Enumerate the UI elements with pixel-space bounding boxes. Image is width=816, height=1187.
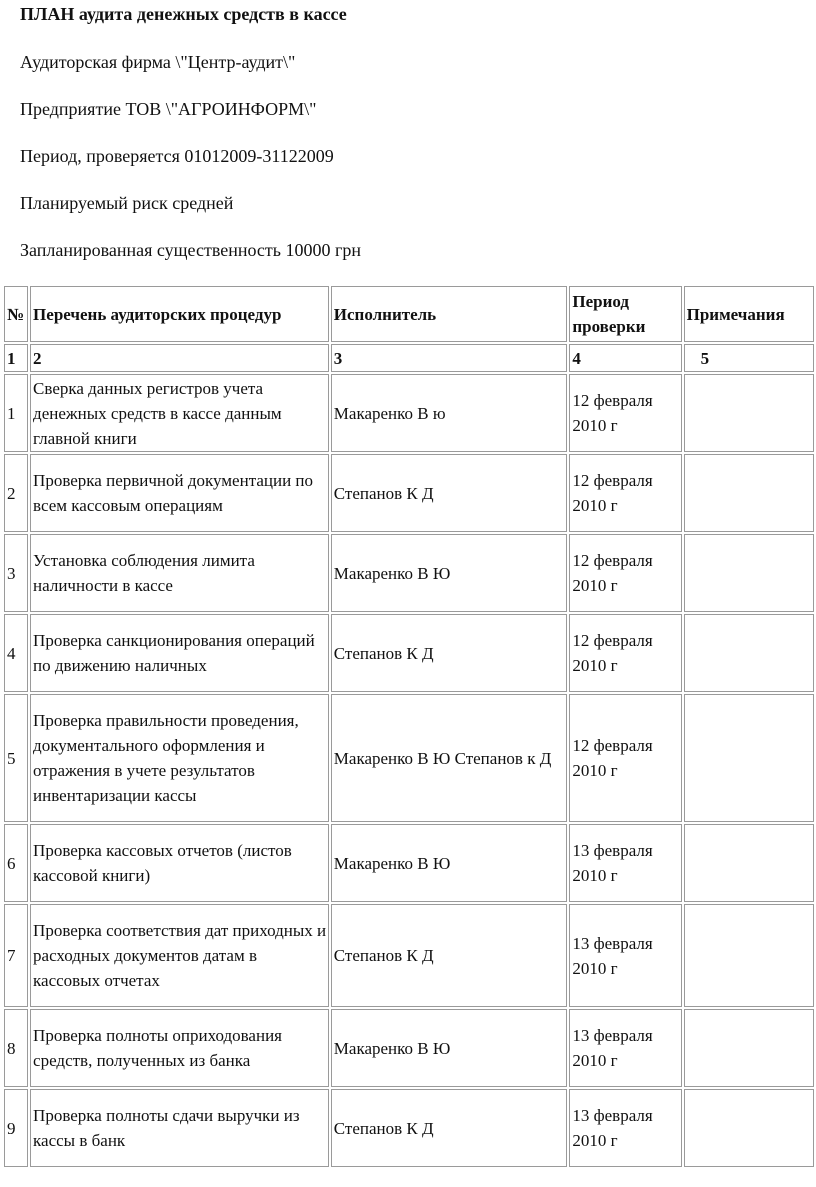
audit-period-line: Период, проверяется 01012009-31122009 <box>20 146 334 166</box>
row-executor: Степанов К Д <box>331 1089 568 1167</box>
row-notes <box>684 824 814 902</box>
table-row <box>4 374 814 452</box>
row-num: 5 <box>4 694 28 822</box>
row-num: 6 <box>4 824 28 902</box>
row-notes <box>684 694 814 822</box>
row-num: 3 <box>4 534 28 612</box>
row-notes <box>684 1089 814 1167</box>
table-row <box>4 1089 814 1167</box>
column-number-row <box>4 344 814 372</box>
row-executor: Макаренко В Ю Степанов к Д <box>331 694 568 822</box>
row-num: 8 <box>4 1009 28 1087</box>
table-row <box>4 614 814 692</box>
header-notes: Примечания <box>684 286 814 342</box>
row-num: 2 <box>4 454 28 532</box>
row-period: 12 февраля 2010 г <box>569 614 681 692</box>
table-row <box>4 534 814 612</box>
row-procedure: Сверка данных регистров учета денежных средств в кассе данным главной книги <box>30 374 329 452</box>
row-procedure: Проверка кассовых отчетов (листов кассовой книги) <box>30 824 329 902</box>
row-executor: Степанов К Д <box>331 454 568 532</box>
row-period: 12 февраля 2010 г <box>569 534 681 612</box>
row-procedure: Проверка полноты оприходования средств, полученных из банка <box>30 1009 329 1087</box>
row-period: 13 февраля 2010 г <box>569 1089 681 1167</box>
planned-risk-line: Планируемый риск средней <box>20 193 234 213</box>
table-row <box>4 824 814 902</box>
row-procedure: Проверка соответствия дат приходных и расходных документов датам в кассовых отчетах <box>30 904 329 1007</box>
header-period: Период проверки <box>569 286 681 342</box>
row-num: 9 <box>4 1089 28 1167</box>
row-notes <box>684 534 814 612</box>
column-number: 2 <box>30 344 329 372</box>
row-period: 12 февраля 2010 г <box>569 454 681 532</box>
row-notes <box>684 904 814 1007</box>
table-row <box>4 454 814 532</box>
row-executor: Макаренко В Ю <box>331 1009 568 1087</box>
row-period: 13 февраля 2010 г <box>569 904 681 1007</box>
column-number: 3 <box>331 344 568 372</box>
column-number: 4 <box>569 344 681 372</box>
row-notes <box>684 374 814 452</box>
column-number: 1 <box>4 344 28 372</box>
table-header-row <box>4 286 814 342</box>
row-notes <box>684 1009 814 1087</box>
table-row <box>4 904 814 1007</box>
column-number: 5 <box>684 344 814 372</box>
table-row <box>4 694 814 822</box>
row-period: 12 февраля 2010 г <box>569 694 681 822</box>
row-procedure: Проверка полноты сдачи выручки из кассы в банк <box>30 1089 329 1167</box>
document-title: ПЛАН аудита денежных средств в кассе <box>20 4 347 24</box>
row-procedure: Проверка первичной документации по всем кассовым операциям <box>30 454 329 532</box>
row-procedure: Проверка санкционирования операций по движению наличных <box>30 614 329 692</box>
row-period: 13 февраля 2010 г <box>569 824 681 902</box>
header-num: № <box>4 286 28 342</box>
row-period: 12 февраля 2010 г <box>569 374 681 452</box>
header-procedure: Перечень аудиторских процедур <box>30 286 329 342</box>
row-executor: Степанов К Д <box>331 614 568 692</box>
materiality-line: Запланированная существенность 10000 грн <box>20 240 362 260</box>
audit-plan-table <box>2 284 816 1169</box>
row-num: 7 <box>4 904 28 1007</box>
row-procedure: Установка соблюдения лимита наличности в кассе <box>30 534 329 612</box>
auditor-firm-line: Аудиторская фирма \"Центр-аудит\" <box>20 52 296 72</box>
row-num: 1 <box>4 374 28 452</box>
table-row <box>4 1009 814 1087</box>
row-executor: Степанов К Д <box>331 904 568 1007</box>
row-notes <box>684 614 814 692</box>
row-num: 4 <box>4 614 28 692</box>
row-procedure: Проверка правильности проведения, документального оформления и отражения в учете результатов инвентаризации кассы <box>30 694 329 822</box>
row-executor: Макаренко В ю <box>331 374 568 452</box>
header-executor: Исполнитель <box>331 286 568 342</box>
row-notes <box>684 454 814 532</box>
row-period: 13 февраля 2010 г <box>569 1009 681 1087</box>
row-executor: Макаренко В Ю <box>331 534 568 612</box>
enterprise-line: Предприятие ТОВ \"АГРОИНФОРМ\" <box>20 99 317 119</box>
row-executor: Макаренко В Ю <box>331 824 568 902</box>
